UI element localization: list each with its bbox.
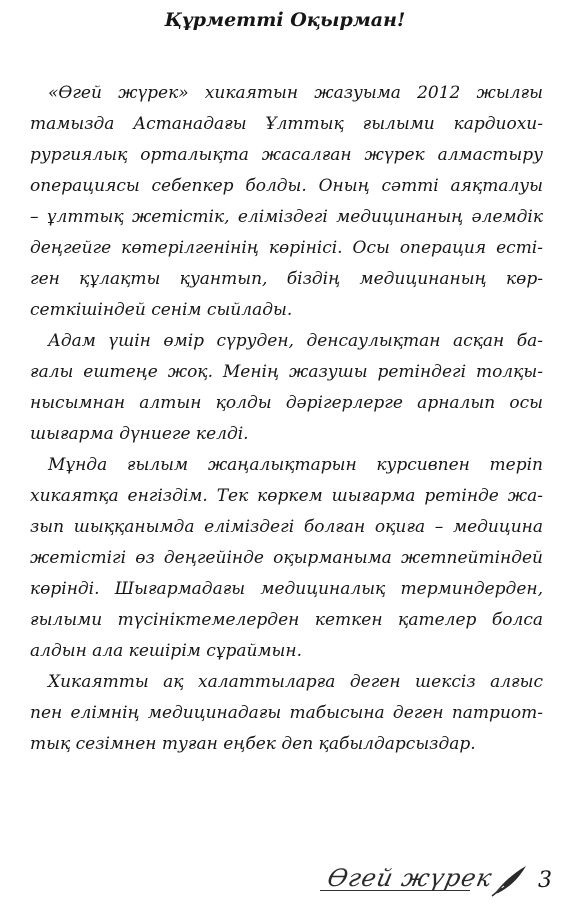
text-line: хикаятқа енгіздім. Тек көркем шығарма ретінде жа-: [30, 486, 543, 506]
text-line: рургиялық орталықта жасалған жүрек алмастыру: [30, 145, 543, 165]
page-number: 3: [538, 868, 552, 893]
text-line: алдын ала кешірім сұраймын.: [30, 641, 302, 661]
text-line: ғылыми түсініктемелерден кеткен қателер болса: [30, 610, 543, 630]
text-line: пен елімнің медицинадағы табысына деген патриот-: [30, 703, 543, 723]
text-line: жетістігі өз деңгейінде оқырманыма жетпейтіндей: [30, 548, 543, 568]
body-text: [30, 78, 543, 760]
text-line: ғалы ештеңе жоқ. Менің жазушы ретіндегі толқы-: [30, 362, 543, 382]
text-line: көрінді. Шығармадағы медициналық терминдерден,: [30, 579, 543, 599]
quill-icon: [490, 862, 530, 898]
text-line: шығарма дүниеге келді.: [30, 424, 249, 444]
paragraph-4: [30, 667, 543, 760]
text-line: зып шыққанымда еліміздегі болған оқиға – медицина: [30, 517, 543, 537]
text-line: Хикаятты ақ халаттыларға деген шексіз алғыс: [48, 672, 543, 692]
text-line: операциясы себепкер болды. Оның сәтті аяқталуы: [30, 176, 543, 196]
text-line: Мұнда ғылым жаңалықтарын курсивпен теріп: [48, 455, 543, 475]
text-line: нысымнан алтын қолды дәрігерлерге арналып осы: [30, 393, 543, 413]
text-line: деңгейге көтерілгенінің көрінісі. Осы операция есті-: [30, 238, 543, 258]
page-footer: [320, 850, 550, 910]
text-line: тық сезімнен туған еңбек деп қабылдарсыздар.: [30, 734, 476, 754]
paragraph-3: [30, 450, 543, 667]
text-line: сеткішіндей сенім сыйлады.: [30, 300, 293, 320]
paragraph-2: [30, 326, 543, 450]
text-line: «Өгей жүрек» хикаятын жазуыма 2012 жылғы: [48, 83, 543, 103]
footer-book-title: Өгей жүрек: [325, 864, 495, 892]
page-title: Құрметті Оқырман!: [164, 9, 406, 31]
text-line: тамызда Астанадағы Ұлттық ғылыми кардиохи-: [30, 114, 543, 134]
text-line: ген құлақты қуантып, біздің медицинаның көр-: [30, 269, 543, 289]
paragraph-1: [30, 78, 543, 326]
text-line: Адам үшін өмір сүруден, денсаулықтан асқан ба-: [48, 331, 543, 351]
text-line: – ұлттық жетістік, еліміздегі медицинаның әлемдік: [30, 207, 543, 227]
